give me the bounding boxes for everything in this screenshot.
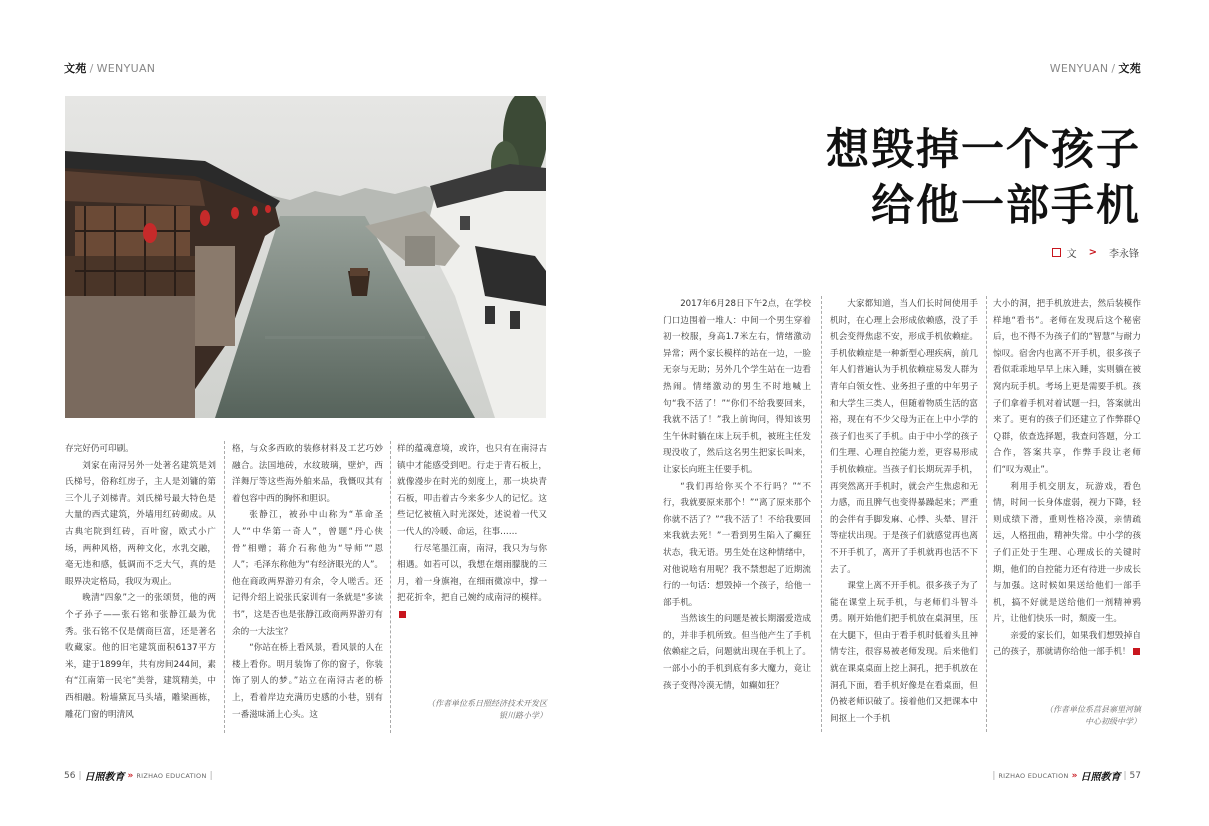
left-page-column-1 <box>65 441 216 737</box>
section-label-sep: / <box>89 62 94 75</box>
note-line: （作者单位系日照经济技术开发区 <box>427 699 547 708</box>
byline-label: 文 <box>1066 249 1077 260</box>
right-page-column-1 <box>663 296 811 736</box>
end-mark-icon <box>399 611 406 618</box>
section-label-en: WENYUAN <box>1049 62 1109 75</box>
paragraph-text: 亲爱的家长们，如果我们想毁掉自己的孩子，那就请你给他一部手机！ <box>993 630 1141 658</box>
paragraph: 晚清“四象”之一的张颂贤，他的两个孑孙子——张石铭和张静江最为优秀。张石铭不仅是儒商巨富，还是著名收藏家。他的旧宅建筑面积6137平方米，建于1899年，共有房间244间，素有“江南第一民宅”美誉，建筑精美，中西相融。粉墙黛瓦马头墙，雕梁画栋，雕花门窗的明清风 <box>65 593 216 720</box>
paragraph: 存完好仍可印刷。 <box>65 444 134 454</box>
column-divider <box>390 441 391 733</box>
paragraph <box>397 541 547 624</box>
paragraph: 利用手机交朋友，玩游戏，看色情，时间一长身体虚弱，视力下降，轻则成绩下滑，重则性格冷漠，亲情疏远，人格扭曲，精神失常。中小学的孩子们正处于生理、心理成长的关键时期，他们的自控能力还有待进一步成长与加强。这时候如果送给他们一部手机，搞不好就是送给他们一剂精神鸦片，让他们快乐一时，颓废一生。 <box>993 481 1141 625</box>
magazine-english-name: RIZHAO EDUCATION <box>136 771 207 780</box>
paragraph: 当然该生的问题是被长期溺爱造成的，并非手机所致。但当他产生了手机依赖症之后，问题就出现在手机上了。一部小小的手机到底有多大魔力，竟让孩子变得冷漠无情，如癫如狂？ <box>663 614 811 691</box>
author-name: 李永锋 <box>1109 249 1139 260</box>
title-line-2: 给他一部手机 <box>871 181 1141 231</box>
paragraph: 大家都知道，当人们长时间使用手机时，在心理上会形成依赖感，没了手机会变得焦虑不安，形成手机依赖症。手机依赖症是一种新型心理疾病，前几年人们普遍认为手机依赖症易发人群为青年白领女性、业务担子重的中年男子和大学生三类人，但随着物质生活的富裕，现在有不少父母为正在上中小学的孩子们也买了手机。由于中小学的孩子们生理、心理自控能力差，更容易形成手机依赖症。当孩子们长期玩弄手机，再突然离开手机时，就会产生焦虑和无力感，而且脾气也变得暴躁起来；严重的会伴有手脚发麻、心悸、头晕、冒汗等症状出现。于是孩子们就感觉再也离不开手机了，离开了手机就再也活不下去了。 <box>830 299 978 575</box>
chevron-icon: » <box>127 770 134 781</box>
page-number: 56 <box>64 770 76 781</box>
paragraph: 2017年6月28日下午2点，在学校门口边围着一堆人：中间一个男生穿着初一校服，身高1.7米左右，情绪激动异常；两个家长模样的站在一边，一脸无奈与无助；另外几个学生站在一边看热闹。情绪激动的男生不时地喊上句“我不活了！”“你们不给我要回来，我就不活了！”我上前询问，得知该男生午休时躺在床上玩手机，被班主任发现没收了，然后这名男生把家长叫来，让家长向班主任要手机。 <box>663 299 811 475</box>
paragraph: 格，与众多西欧的装修材料及工艺巧妙融合。法国地砖，水纹玻璃，壁炉，西洋舞厅等这些海外舶来品，我慨叹其有着包容中西的胸怀和胆识。 <box>232 444 383 504</box>
end-mark-icon <box>1133 648 1140 655</box>
magazine-logo: 日照教育 <box>1080 772 1121 783</box>
water-town-photo <box>65 96 546 418</box>
section-label-right <box>1050 60 1141 76</box>
section-label-left <box>64 60 155 76</box>
footer-separator: | <box>992 770 996 781</box>
note-line: （作者单位系莒县寨里河镇 <box>1045 705 1141 714</box>
section-label-cn: 文苑 <box>64 62 87 75</box>
square-icon <box>1052 248 1061 257</box>
right-page-column-3 <box>993 296 1141 700</box>
left-page-column-3 <box>397 441 547 641</box>
paragraph: 课堂上离不开手机。很多孩子为了能在课堂上玩手机，与老师们斗智斗勇。刚开始他们把手机放在桌洞里，压在大腿下，但由于看手机时低着头且神情专注，很容易被老师发现。后来他们就在课桌桌面上挖上洞孔，把手机放在洞孔下面，看手机好像是在看桌面，但仍被老师识破了。接着他们又把课本中间抠上一个手机 <box>830 581 978 724</box>
footer-separator: | <box>209 770 213 781</box>
section-label-en: WENYUAN <box>96 62 156 75</box>
title-line-1: 想毁掉一个孩子 <box>826 125 1141 175</box>
page-number: 57 <box>1129 770 1141 781</box>
paragraph: 刘家在南浔另外一处著名建筑是刘氏梯号，俗称红房子，主人是刘镛的第三个儿子刘梯青。刘氏梯号最大特色是大量的西式建筑，外墙用红砖砌成。从古典宅院到红砖，百叶窗，欧式小广场，两种风格，两种文化，水乳交融，毫无违和感，低调而不乏大气，真的是眼界决定格局，我叹为观止。 <box>65 460 216 587</box>
footer-separator: | <box>78 770 82 781</box>
byline <box>1052 245 1139 260</box>
section-label-cn: 文苑 <box>1118 62 1141 75</box>
author-affiliation-note <box>397 698 547 722</box>
arrow-icon: > <box>1088 247 1097 258</box>
article-title <box>826 122 1141 234</box>
author-affiliation-note <box>993 704 1141 728</box>
note-line: 银川路小学） <box>499 711 547 720</box>
column-divider <box>986 296 987 732</box>
footer-right <box>992 768 1141 783</box>
left-page-column-2 <box>232 441 383 737</box>
paragraph: 张静江，被孙中山称为“革命圣人”“中华第一奇人”，曾题“丹心侠骨”相赠；蒋介石称他为“导师”“恩人”；毛泽东称他为“有经济眼光的人”。他在商政两界游刃有余，令人嗟舌。还记得介绍上说张氏家训有一条就是“多读书”，这是否也是张静江政商两界游刃有余的一大法宝？ <box>232 510 383 637</box>
paragraph: 大小的洞，把手机放进去，然后装模作样地“看书”。老师在发现后这个秘密后，也不得不为孩子们的“智慧”与耐力惊叹。宿舍内也离不开手机，很多孩子看似乖乖地早早上床入睡，实则躺在被窝内玩手机。考场上更是需要手机。孩子们拿着手机对着试题一扫，答案就出来了。更有的孩子们还建立了作弊群ＱＱ群，依查选择题，我查问答题，分工合作，答案共享，作弊手段让老师们“叹为观止”。 <box>993 299 1141 475</box>
water-town-illustration <box>65 96 546 418</box>
paragraph: “你站在桥上看风景，看风景的人在楼上看你。明月装饰了你的窗子，你装饰了别人的梦。”站立在南浔古老的桥上，看着岸边充满历史感的小巷，别有一番滋味涌上心头。这 <box>232 643 383 720</box>
paragraph <box>993 628 1141 661</box>
right-page-column-2 <box>830 296 978 736</box>
magazine-logo: 日照教育 <box>84 772 125 783</box>
paragraph-text: 行尽笔墨江南，南浔，我只为与你相遇。如若可以，我想在烟雨朦胧的三月，着一身旗袍，在细雨微凉中，撑一把花折伞，把自己婉约成南浔的模样。 <box>397 543 547 604</box>
paragraph: “我们再给你买个不行吗？”“不行，我就要原来那个！”“离了原来那个你就不活了？”“我不活了！不给我要回来我就去死！”一看到男生陷入了癫狂状态，我无语。男生处在这种情绪中，对他说啥有用呢？我不禁想起了近期流行的一句话：想毁掉一个孩子，给他一部手机。 <box>663 481 811 608</box>
chevron-icon: » <box>1071 770 1078 781</box>
footer-separator: | <box>1123 770 1127 781</box>
section-label-sep: / <box>1111 62 1116 75</box>
footer-left <box>64 768 213 783</box>
column-divider <box>224 441 225 733</box>
magazine-english-name: RIZHAO EDUCATION <box>998 771 1069 780</box>
note-line: 中心初级中学） <box>1085 717 1141 726</box>
paragraph: 样的蕴魂意境，或许，也只有在南浔古镇中才能感受到吧。行走于青石板上，就像漫步在时光的刻度上，那一块块青石板，叩击着古今来多少人的记忆。这些记忆被植入时光深处，述说着一代又一代人的冷暖、命运，往事…… <box>397 444 547 537</box>
column-divider <box>821 296 822 732</box>
